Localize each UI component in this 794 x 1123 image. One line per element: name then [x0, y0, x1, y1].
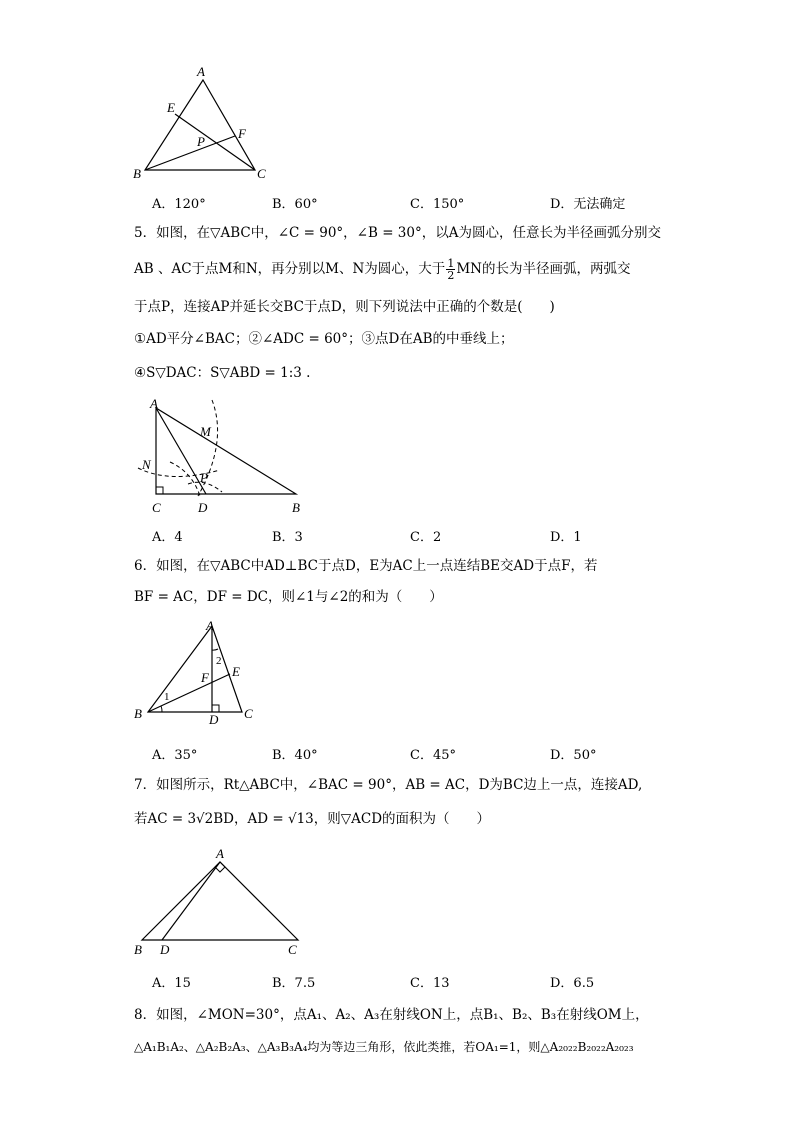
q7-option-c[interactable]: C．13: [410, 976, 450, 991]
q6-option-a[interactable]: A．35°: [152, 748, 198, 763]
q4-triangle-figure: [125, 60, 275, 185]
q6-label-b: B: [134, 706, 142, 721]
q7-stem-line-1: 7．如图所示，Rt△ABC中，∠BAC = 90°，AB = AC，D为BC边上一点，连接AD,: [134, 777, 643, 793]
q6-option-c[interactable]: C．45°: [410, 748, 456, 763]
q4-option-a[interactable]: A．120°: [152, 197, 206, 212]
q6-label-d: D: [209, 712, 219, 727]
q6-option-b[interactable]: B．40°: [272, 748, 318, 763]
q7-option-d[interactable]: D．6.5: [550, 976, 595, 991]
q7-option-b[interactable]: B．7.5: [272, 976, 316, 991]
q6-stem-line-1: 6．如图，在▽ABC中AD⊥BC于点D，E为AC上一点连结BE交AD于点F，若: [134, 558, 598, 574]
q5-label-n: N: [142, 457, 151, 472]
q4-option-d[interactable]: D．无法确定: [550, 197, 626, 212]
q4-label-c: C: [257, 166, 266, 181]
q5-fraction-half: $\frac{1}{2}$: [447, 257, 455, 282]
q5-stem-line-1: 5．如图，在▽ABC中，∠C = 90°，∠B = 30°，以A为圆心，任意长为半径画弧分别交: [134, 225, 661, 241]
q6-label-c: C: [244, 706, 253, 721]
q4-label-e: E: [167, 100, 175, 115]
q5-stem-line-2a: AB 、AC于点M和N，再分别以M、N为圆心，大于: [134, 261, 446, 277]
q6-triangle-figure: [128, 616, 268, 728]
q5-label-b: B: [292, 500, 300, 515]
q5-stem-line-2b: MN的长为半径画弧，两弧交: [456, 261, 631, 277]
q5-stem-line-3: 于点P，连接AP并延长交BC于点D，则下列说法中正确的个数是( ): [134, 299, 555, 315]
q5-label-d: D: [198, 500, 208, 515]
q4-label-p: P: [197, 134, 205, 149]
q5-statement-line-1: ①AD平分∠BAC；②∠ADC = 60°；③点D在AB的中垂线上；: [134, 331, 514, 347]
q5-stem-line-2: [134, 258, 630, 281]
q7-stem-line-2: 若AC = 3√2BD，AD = √13，则▽ACD的面积为（ ）: [134, 811, 491, 827]
q7-label-d: D: [160, 942, 170, 957]
q8-stem-line-1: 8．如图，∠MON=30°，点A₁、A₂、A₃在射线ON上，点B₁、B₂、B₃在射线OM上，: [134, 1007, 649, 1023]
q7-option-a[interactable]: A．15: [152, 976, 191, 991]
q4-option-c[interactable]: C．150°: [410, 197, 465, 212]
q7-label-c: C: [288, 942, 297, 957]
q6-label-a: A: [206, 618, 214, 633]
q4-label-f: F: [238, 126, 246, 141]
q5-label-a: A: [150, 396, 158, 411]
q5-triangle-figure: [130, 392, 320, 517]
q6-stem-line-2: BF = AC，DF = DC，则∠1与∠2的和为（ ）: [134, 589, 443, 605]
q4-label-a: A: [197, 64, 205, 79]
q7-label-a: A: [216, 846, 224, 861]
q7-triangle-figure: [128, 842, 308, 962]
q4-label-b: B: [133, 166, 141, 181]
q6-angle-2-label: 2: [216, 655, 222, 667]
q7-label-b: B: [134, 942, 142, 957]
q6-angle-1-label: 1: [164, 691, 170, 703]
q5-option-c[interactable]: C．2: [410, 530, 442, 545]
q5-option-d[interactable]: D．1: [550, 530, 582, 545]
q4-option-b[interactable]: B．60°: [272, 197, 318, 212]
q5-option-a[interactable]: A．4: [152, 530, 183, 545]
q8-stem-line-2: △A₁B₁A₂、△A₂B₂A₃、△A₃B₃A₄均为等边三角形，依此类推，若OA₁=1，则△A₂₀₂₂B₂₀₂₂A₂₀₂₃: [134, 1040, 634, 1054]
q5-label-p: P: [200, 470, 208, 485]
q6-option-d[interactable]: D．50°: [550, 748, 597, 763]
q5-statement-line-2: ④S▽DAC：S▽ABD = 1:3 .: [134, 365, 311, 381]
q6-label-e: E: [232, 664, 240, 679]
q5-label-c: C: [152, 500, 161, 515]
q5-option-b[interactable]: B．3: [272, 530, 303, 545]
q5-label-m: M: [200, 424, 211, 439]
q6-label-f: F: [201, 670, 209, 685]
